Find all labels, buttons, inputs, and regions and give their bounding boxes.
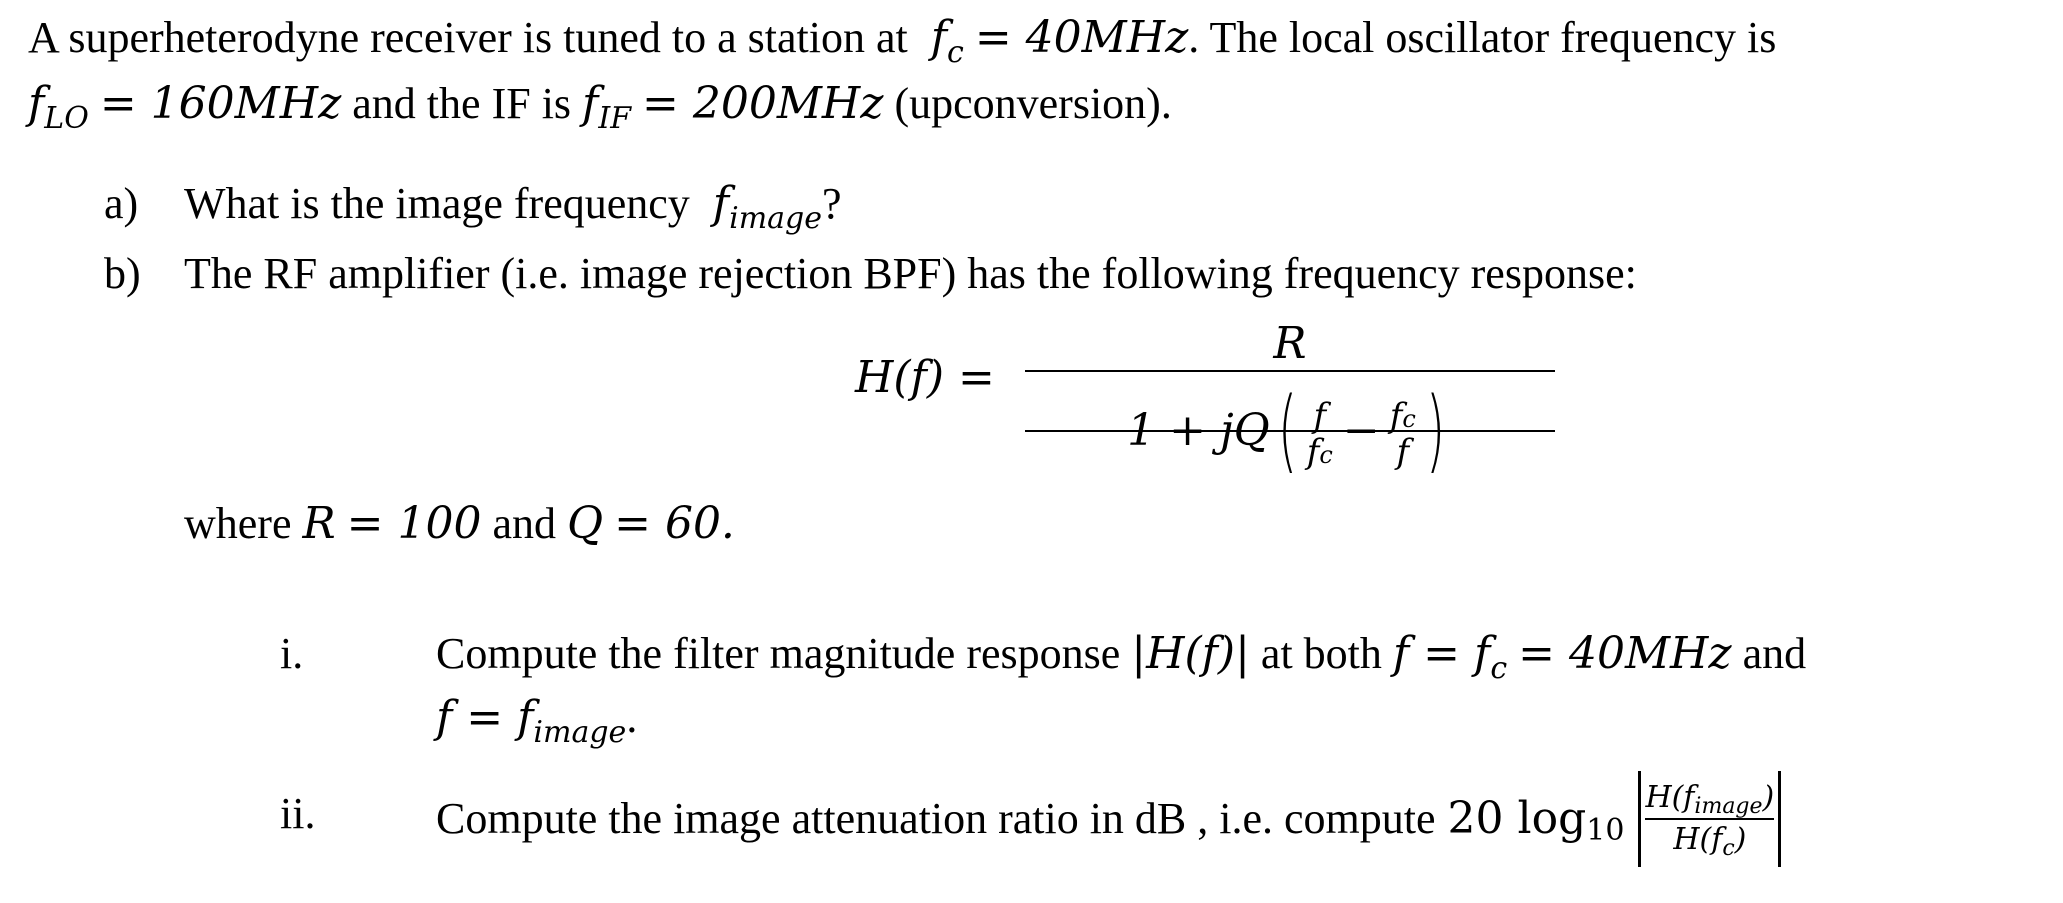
minus-sign: − — [1342, 405, 1380, 456]
intro-text-end: . The local oscillator frequency is — [1188, 13, 1777, 62]
r-symbol: R — [302, 498, 336, 549]
item-i-text-2: at both — [1260, 629, 1382, 678]
r-value: = 100 — [346, 498, 482, 549]
part-b-text-line — [184, 249, 1637, 298]
fif-symbol: f — [582, 78, 599, 129]
f-over-fc — [1306, 396, 1333, 472]
fc-over-f-num: f — [1389, 396, 1403, 437]
fimage-sub-item-i: image — [533, 715, 627, 750]
formula-denominator — [1025, 378, 1555, 483]
f-over-fc-den-sub: c — [1319, 440, 1333, 469]
item-i-and: and — [1742, 629, 1807, 678]
twenty-log: 20 log — [1447, 793, 1587, 844]
fif-value: = 200MHz — [642, 78, 884, 129]
where-text: where — [184, 499, 292, 548]
part-a-text: What is the image frequency — [184, 179, 690, 228]
item-ii-text: Compute the image attenuation ratio in dB , i.e. compute — [436, 794, 1436, 843]
q-value: = 60. — [614, 498, 735, 549]
part-a-marker: a) — [104, 179, 139, 228]
part-b-text: The RF amplifier (i.e. image rejection BPF) has the following frequency response: — [184, 249, 1637, 298]
flo-value: = 160MHz — [99, 78, 342, 129]
fc-over-f-num-sub: c — [1402, 405, 1416, 434]
fc-value-item-i: = 40MHz — [1518, 628, 1732, 679]
item-i-line-2 — [436, 692, 638, 750]
f-over-fc-num: f — [1313, 396, 1327, 437]
fc-subscript: c — [947, 35, 964, 70]
intro-mid-text: and the IF is — [352, 79, 572, 128]
item-i-numeral: i. — [280, 629, 304, 678]
item-i-marker — [280, 629, 304, 678]
ratio-denominator: H(f — [1673, 822, 1723, 857]
part-a — [104, 179, 139, 228]
formula-lhs: H(f) = — [855, 352, 995, 403]
item-i-line-1 — [436, 628, 1807, 686]
formula-numerator: R — [1273, 318, 1307, 369]
item-i-text: Compute the filter magnitude response — [436, 629, 1121, 678]
part-a-question-mark: ? — [821, 179, 842, 228]
fif-subscript: IF — [598, 101, 632, 136]
fc-symbol: f — [930, 12, 947, 63]
fimage-subscript: image — [729, 201, 822, 236]
fc-sub-item-i: c — [1490, 651, 1508, 686]
intro-end-text: (upconversion). — [894, 79, 1172, 128]
q-symbol: Q — [567, 498, 604, 549]
fraction-bar — [1025, 370, 1555, 372]
fc-value: = 40MHz — [974, 12, 1189, 63]
attenuation-ratio-fraction — [1645, 779, 1775, 861]
intro-text: A superheterodyne receiver is tuned to a station at — [28, 13, 908, 62]
part-a-question — [184, 178, 842, 236]
right-paren: ) — [1425, 378, 1445, 483]
ratio-denominator-close: ) — [1734, 822, 1747, 857]
part-b — [104, 249, 141, 298]
f-over-fc-den: f — [1306, 431, 1320, 472]
and-text: and — [492, 499, 557, 548]
log-base-subscript: 10 — [1586, 813, 1625, 848]
left-paren: ( — [1277, 378, 1297, 483]
fimage-symbol: f — [712, 178, 730, 229]
ratio-numerator-close: ) — [1762, 779, 1775, 815]
item-i-period: . — [626, 693, 638, 742]
ratio-denominator-sub: c — [1722, 836, 1735, 861]
f-equals-fc: f = f — [1392, 628, 1491, 679]
part-b-marker: b) — [104, 249, 141, 298]
intro-line-1 — [28, 12, 1777, 70]
flo-subscript: LO — [44, 101, 89, 136]
item-ii-numeral: ii. — [280, 789, 316, 838]
item-ii-marker — [280, 789, 316, 838]
left-abs-bar — [1638, 771, 1641, 867]
parameter-line — [184, 498, 735, 549]
ratio-numerator-sub: image — [1694, 793, 1763, 819]
fc-over-f-den: f — [1396, 431, 1410, 472]
abs-h-expression: |H(f)| — [1131, 628, 1250, 679]
denominator-prefix: 1 + jQ — [1127, 405, 1270, 456]
ratio-numerator: H(f — [1645, 779, 1695, 815]
right-abs-bar — [1778, 771, 1781, 867]
fc-over-f — [1389, 396, 1416, 472]
flo-symbol: f — [28, 78, 45, 129]
item-ii-line — [436, 764, 1785, 874]
f-equals-fimage: f = f — [436, 692, 534, 743]
intro-line-2 — [28, 78, 1172, 136]
